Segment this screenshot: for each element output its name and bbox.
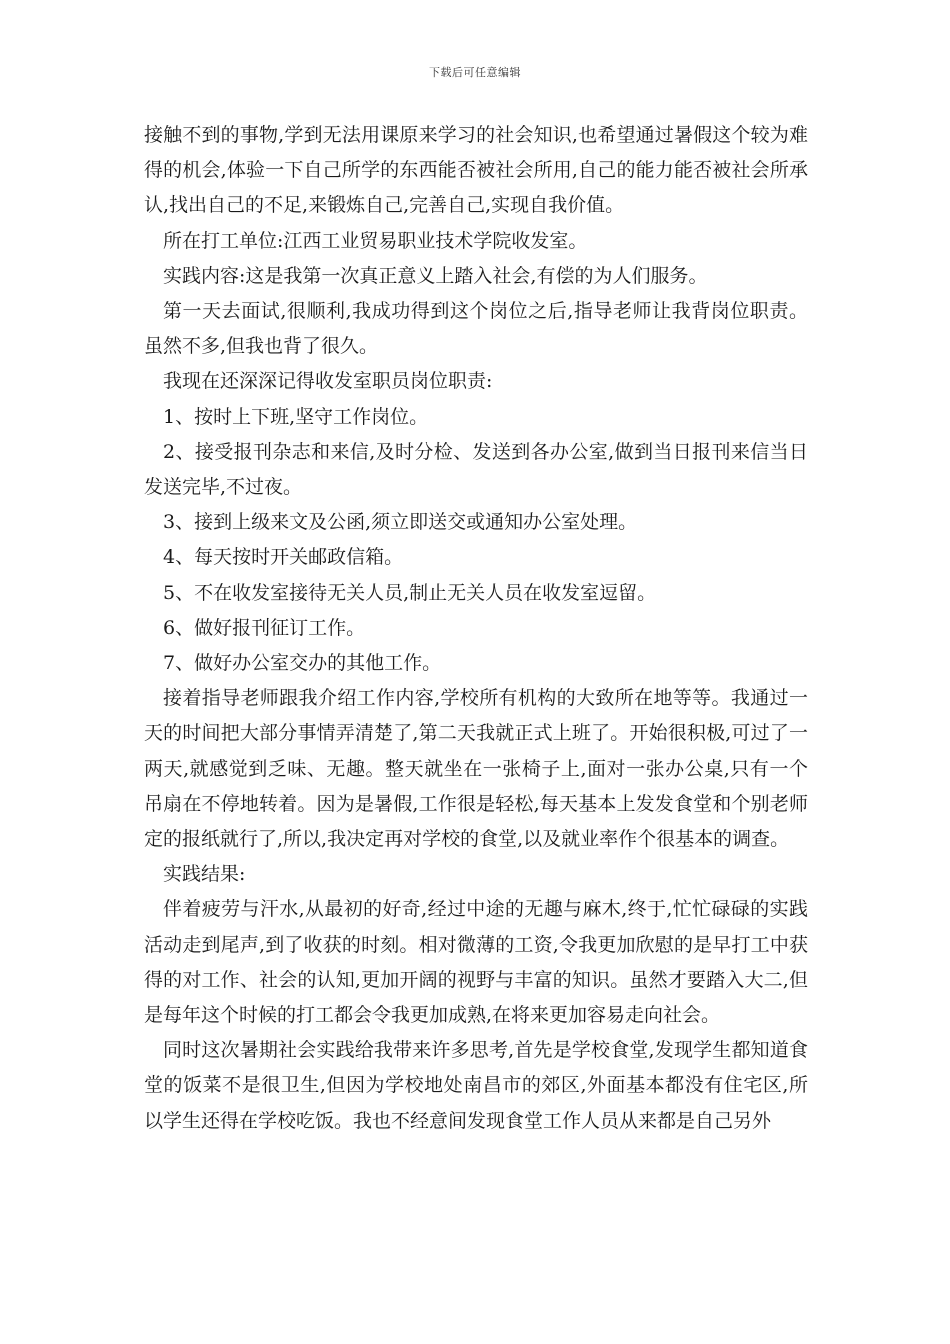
list-item: 5、不在收发室接待无关人员,制止无关人员在收发室逗留。 bbox=[163, 581, 657, 604]
list-item: 6、做好报刊征订工作。 bbox=[163, 616, 366, 639]
paragraph: 接触不到的事物,学到无法用课原来学习的社会知识,也希望通过暑假这个较为难得的机会,体验一下自己所学的东西能否被社会所用,自己的能力能否被社会所承认,找出自己的不足,来锻炼自己,完善自己,实现自我价值。 bbox=[144, 124, 808, 217]
paragraph: 第一天去面试,很顺利,我成功得到这个岗位之后,指导老师让我背岗位职责。虽然不多,但我也背了很久。 bbox=[144, 300, 808, 358]
paragraph: 接着指导老师跟我介绍工作内容,学校所有机构的大致所在地等等。我通过一天的时间把大部分事情弄清楚了,第二天我就正式上班了。开始很积极,可过了一两天,就感觉到乏味、无趣。整天就坐在一张椅子上,面对一张办公桌,只有一个吊扇在不停地转着。因为是暑假,工作很是轻松,每天基本上发发食堂和个别老师定的报纸就行了,所以,我决定再对学校的食堂,以及就业率作个很基本的调查。 bbox=[144, 687, 808, 851]
list-item: 7、做好办公室交办的其他工作。 bbox=[163, 652, 442, 675]
list-item: 2、接受报刊杂志和来信,及时分检、发送到各办公室,做到当日报刊来信当日发送完毕,不过夜。 bbox=[144, 440, 808, 499]
paragraph: 实践内容:这是我第一次真正意义上踏入社会,有偿的为人们服务。 bbox=[163, 264, 708, 287]
section-heading: 实践结果: bbox=[163, 863, 246, 886]
paragraph: 伴着疲劳与汗水,从最初的好奇,经过中途的无趣与麻木,终于,忙忙碌碌的实践活动走到尾声,到了收获的时刻。相对微薄的工资,令我更加欣慰的是早打工中获得的对工作、社会的认知,更加开阔的视野与丰富的知识。虽然才要踏入大二,但是每年这个时候的打工都会令我更加成熟,在将来更加容易走向社会。 bbox=[144, 898, 808, 1027]
paragraph: 同时这次暑期社会实践给我带来许多思考,首先是学校食堂,发现学生都知道食堂的饭菜不是很卫生,但因为学校地处南昌市的郊区,外面基本都没有住宅区,所以学生还得在学校吃饭。我也不经意间发现食堂工作人员从来都是自己另外 bbox=[144, 1039, 808, 1132]
paragraph: 所在打工单位:江西工业贸易职业技术学院收发室。 bbox=[163, 229, 588, 252]
list-item: 3、接到上级来文及公函,须立即送交或通知办公室处理。 bbox=[163, 511, 638, 534]
paragraph: 我现在还深深记得收发室职员岗位职责: bbox=[163, 370, 493, 393]
list-item: 1、按时上下班,坚守工作岗位。 bbox=[163, 405, 429, 428]
list-item: 4、每天按时开关邮政信箱。 bbox=[163, 546, 404, 569]
document-body bbox=[144, 118, 808, 1139]
page-header: 下载后可任意编辑 bbox=[429, 66, 521, 79]
